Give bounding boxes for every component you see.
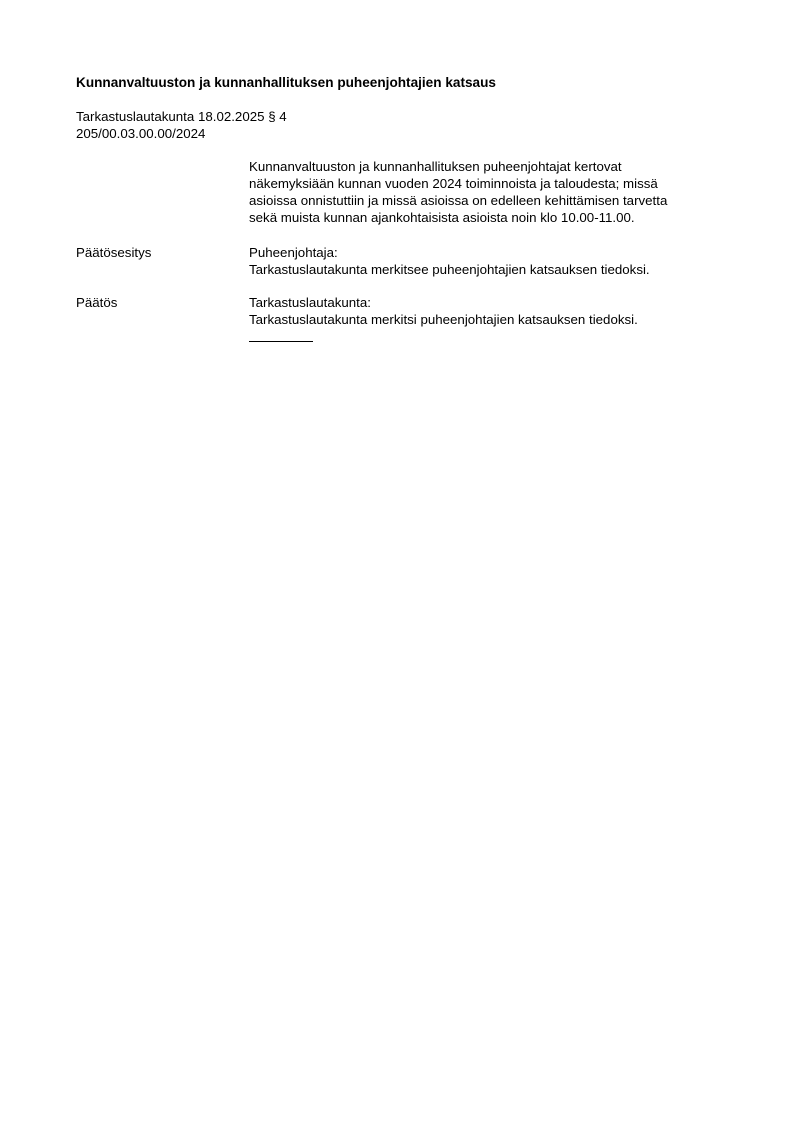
- meeting-line: Tarkastuslautakunta 18.02.2025 § 4: [76, 109, 287, 124]
- intro-line: näkemyksiään kunnan vuoden 2024 toiminnoista ja taloudesta; missä: [249, 176, 658, 191]
- decision-content: [249, 294, 719, 328]
- proposal-content: [249, 244, 719, 278]
- intro-line: sekä muista kunnan ajankohtaisista asioista noin klo 10.00-11.00.: [249, 210, 635, 225]
- intro-text: [249, 158, 719, 226]
- intro-line: Kunnanvaltuuston ja kunnanhallituksen puheenjohtajat kertovat: [249, 159, 622, 174]
- record-number: 205/00.03.00.00/2024: [76, 126, 206, 141]
- proposal-speaker: Puheenjohtaja:: [249, 245, 338, 260]
- intro-line: asioissa onnistuttiin ja missä asioissa on edelleen kehittämisen tarvetta: [249, 193, 668, 208]
- proposal-text: Tarkastuslautakunta merkitsee puheenjohtajien katsauksen tiedoksi.: [249, 262, 650, 277]
- closing-rule: [249, 341, 313, 342]
- decision-text: Tarkastuslautakunta merkitsi puheenjohtajien katsauksen tiedoksi.: [249, 312, 638, 327]
- decision-speaker: Tarkastuslautakunta:: [249, 295, 371, 310]
- decision-label: Päätös: [76, 295, 118, 310]
- document-meta: [76, 108, 287, 142]
- document-title: Kunnanvaltuuston ja kunnanhallituksen puheenjohtajien katsaus: [76, 75, 496, 90]
- proposal-label: Päätösesitys: [76, 245, 152, 260]
